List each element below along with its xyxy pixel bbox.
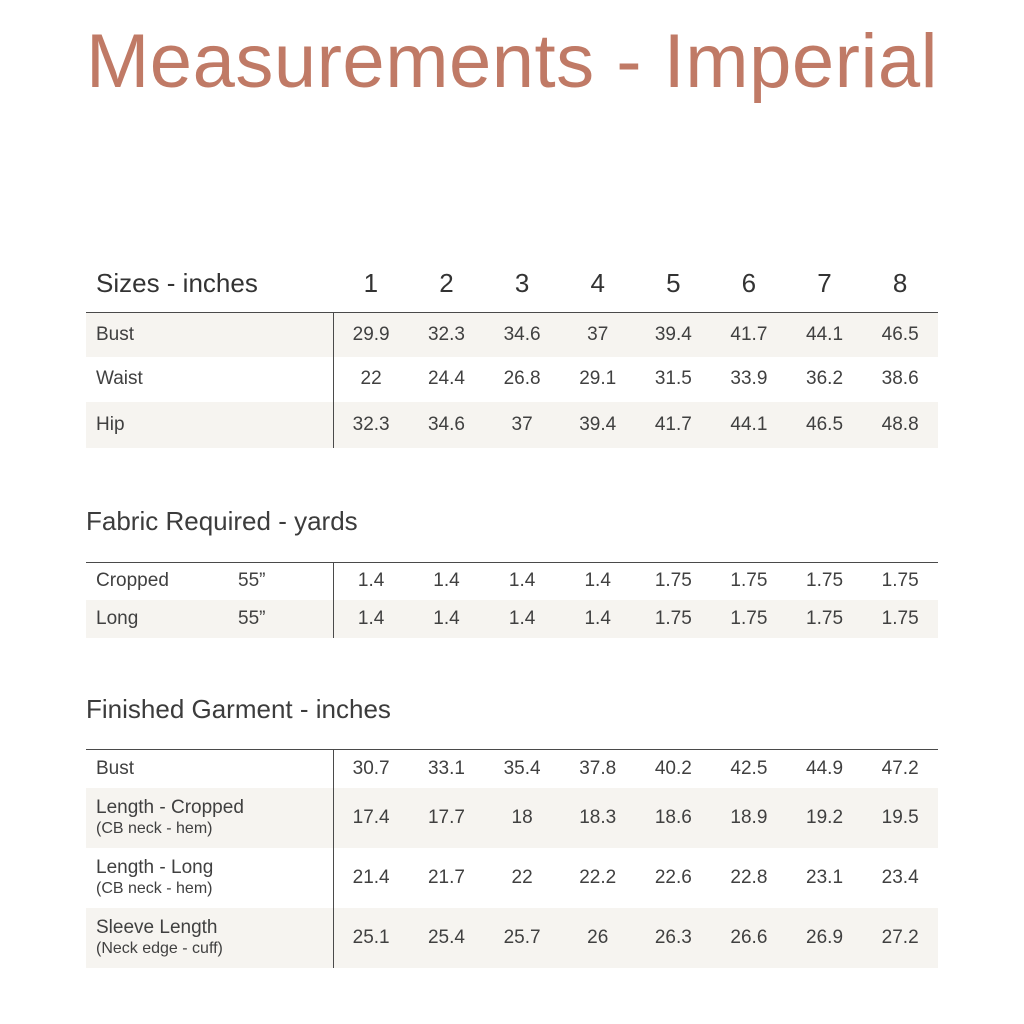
table-cell: 29.9 bbox=[333, 313, 409, 357]
table-cell: 38.6 bbox=[881, 368, 919, 389]
table-cell: 48.8 bbox=[862, 402, 938, 448]
table-cell: 1.75 bbox=[881, 570, 919, 592]
table-cell: 22 bbox=[360, 368, 382, 389]
table-cell: 17.4 bbox=[333, 788, 409, 848]
table-cell: 29.1 bbox=[579, 368, 617, 389]
table-cell: 32.3 bbox=[333, 402, 409, 448]
size-header: 8 bbox=[862, 254, 938, 313]
table-cell: 46.5 bbox=[862, 313, 938, 357]
size-header: 4 bbox=[560, 254, 636, 313]
table-cell: 26 bbox=[560, 908, 636, 968]
row-label: Hip bbox=[86, 402, 333, 448]
table-cell: 44.9 bbox=[806, 757, 844, 779]
table-row bbox=[86, 313, 938, 357]
table-cell: 25.4 bbox=[409, 908, 485, 968]
table-cell: 1.75 bbox=[787, 600, 863, 638]
page-title: Measurements - Imperial bbox=[86, 19, 938, 104]
table-cell: 33.1 bbox=[427, 757, 465, 779]
table-row bbox=[86, 563, 938, 600]
row-sublabel: (CB neck - hem) bbox=[96, 880, 213, 897]
table-cell: 34.6 bbox=[484, 313, 560, 357]
table-cell: 1.4 bbox=[409, 600, 485, 638]
table-cell: 18.9 bbox=[711, 788, 787, 848]
table-cell: 31.5 bbox=[654, 368, 692, 389]
table-cell: 26.9 bbox=[787, 908, 863, 968]
size-header: 6 bbox=[711, 254, 787, 313]
table-cell: 25.7 bbox=[484, 908, 560, 968]
table-cell: 32.3 bbox=[409, 313, 485, 357]
row-label: Length - Cropped bbox=[96, 797, 244, 818]
table-cell: 35.4 bbox=[503, 757, 541, 779]
table-cell: 1.75 bbox=[806, 570, 844, 592]
table-cell: 26.6 bbox=[711, 908, 787, 968]
table-cell: 41.7 bbox=[636, 402, 712, 448]
row-label: Bust bbox=[96, 757, 135, 779]
table-cell: 39.4 bbox=[560, 402, 636, 448]
table-cell: 41.7 bbox=[711, 313, 787, 357]
table-cell: 1.4 bbox=[333, 600, 409, 638]
table-cell: 22 bbox=[511, 866, 533, 888]
fabric-width: 55” bbox=[238, 607, 266, 629]
sizes-header-row bbox=[86, 254, 938, 313]
table-cell: 26.8 bbox=[503, 368, 541, 389]
row-label: Bust bbox=[86, 313, 333, 357]
table-cell: 21.7 bbox=[427, 866, 465, 888]
fabric-width: 55” bbox=[238, 570, 266, 592]
table-cell: 22.6 bbox=[654, 866, 692, 888]
table-cell: 36.2 bbox=[806, 368, 844, 389]
table-cell: 40.2 bbox=[654, 757, 692, 779]
table-cell: 44.1 bbox=[787, 313, 863, 357]
table-cell: 1.4 bbox=[433, 570, 460, 592]
size-header: 3 bbox=[484, 254, 560, 313]
table-cell: 19.2 bbox=[787, 788, 863, 848]
row-label: Length - Long bbox=[96, 857, 214, 878]
fabric-table bbox=[86, 562, 938, 638]
size-header: 7 bbox=[787, 254, 863, 313]
sizes-header-label: Sizes - inches bbox=[86, 254, 333, 313]
table-row bbox=[86, 402, 938, 448]
table-row bbox=[86, 788, 938, 848]
table-cell: 46.5 bbox=[787, 402, 863, 448]
garment-table bbox=[86, 749, 938, 968]
table-cell: 33.9 bbox=[730, 368, 768, 389]
table-cell: 17.7 bbox=[409, 788, 485, 848]
table-cell: 39.4 bbox=[636, 313, 712, 357]
row-label: Cropped bbox=[96, 570, 169, 592]
table-cell: 26.3 bbox=[636, 908, 712, 968]
table-cell: 1.4 bbox=[357, 570, 385, 592]
table-cell: 44.1 bbox=[711, 402, 787, 448]
table-cell: 1.75 bbox=[711, 600, 787, 638]
table-cell: 1.75 bbox=[636, 600, 712, 638]
table-cell: 27.2 bbox=[862, 908, 938, 968]
table-cell: 1.4 bbox=[508, 570, 536, 592]
table-cell: 1.75 bbox=[654, 570, 692, 592]
table-row bbox=[86, 848, 938, 908]
table-row bbox=[86, 357, 938, 402]
table-cell: 42.5 bbox=[730, 757, 768, 779]
table-row bbox=[86, 908, 938, 968]
sizes-table bbox=[86, 254, 938, 448]
table-cell: 1.4 bbox=[584, 570, 611, 592]
row-sublabel: (Neck edge - cuff) bbox=[96, 940, 223, 957]
section-title: Fabric Required - yards bbox=[86, 506, 358, 536]
table-cell: 22.8 bbox=[730, 866, 768, 888]
table-cell: 47.2 bbox=[881, 757, 919, 779]
table-cell: 23.1 bbox=[806, 866, 844, 888]
table-cell: 1.75 bbox=[862, 600, 938, 638]
row-label: Sleeve Length bbox=[96, 917, 218, 938]
table-cell: 18.6 bbox=[636, 788, 712, 848]
table-cell: 37 bbox=[484, 402, 560, 448]
table-cell: 23.4 bbox=[881, 866, 919, 888]
row-label: Long bbox=[96, 607, 139, 629]
table-cell: 18 bbox=[484, 788, 560, 848]
table-cell: 18.3 bbox=[560, 788, 636, 848]
table-cell: 1.75 bbox=[730, 570, 768, 592]
table-cell: 25.1 bbox=[333, 908, 409, 968]
table-row bbox=[86, 750, 938, 788]
size-header: 5 bbox=[636, 254, 712, 313]
table-cell: 1.4 bbox=[560, 600, 636, 638]
row-label: Waist bbox=[86, 357, 333, 402]
table-cell: 21.4 bbox=[352, 866, 390, 888]
table-cell: 30.7 bbox=[352, 757, 390, 779]
table-cell: 34.6 bbox=[409, 402, 485, 448]
table-cell: 37.8 bbox=[579, 757, 617, 779]
fabric-section bbox=[86, 499, 938, 638]
table-row bbox=[86, 600, 938, 638]
table-cell: 24.4 bbox=[427, 368, 465, 389]
size-header: 2 bbox=[409, 254, 485, 313]
table-cell: 22.2 bbox=[579, 866, 617, 888]
table-cell: 1.4 bbox=[484, 600, 560, 638]
sizes-section bbox=[86, 254, 938, 448]
size-header: 1 bbox=[333, 254, 409, 313]
row-sublabel: (CB neck - hem) bbox=[96, 820, 213, 837]
table-cell: 37 bbox=[560, 313, 636, 357]
garment-section bbox=[86, 687, 938, 968]
section-title: Finished Garment - inches bbox=[86, 694, 391, 724]
table-cell: 19.5 bbox=[862, 788, 938, 848]
